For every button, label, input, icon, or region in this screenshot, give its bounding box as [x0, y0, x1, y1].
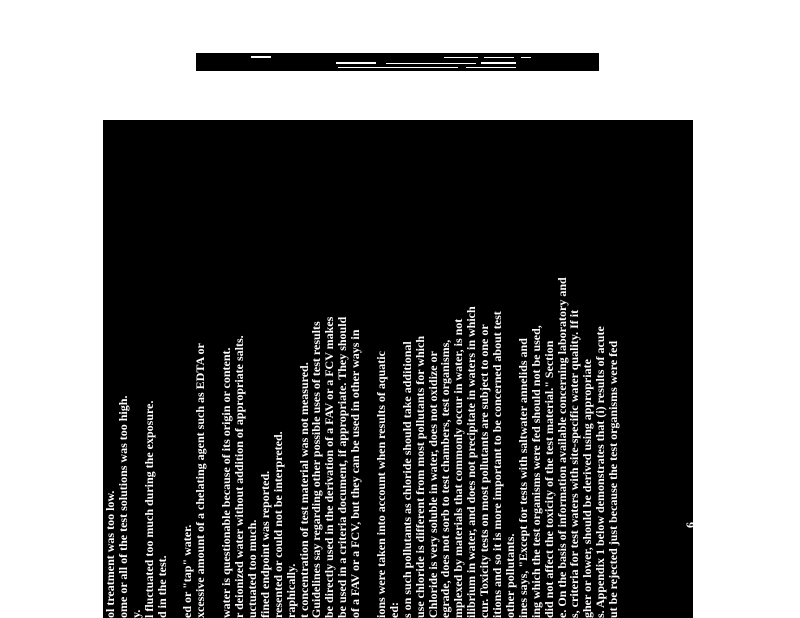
- text-line: uctuated too much.: [244, 519, 259, 618]
- text-line: raphically.: [283, 563, 298, 618]
- text-line: ilibrium in water, and does not precipitate in waters in which: [464, 306, 479, 618]
- text-line: ed or "tap" water.: [180, 524, 195, 618]
- text-line: l fluctuated too much during the exposure.: [141, 400, 156, 618]
- text-line: cur. Toxicity tests on most pollutants are subject to one or: [477, 324, 492, 618]
- page-text: [103, 120, 697, 618]
- text-line: Chloride is very soluble in water, does not oxidize or: [425, 351, 440, 618]
- text-line: e. On the basis of information available concerning laboratory and: [554, 277, 569, 618]
- header-bar-mark: [251, 56, 271, 58]
- header-bar-mark: [336, 62, 376, 64]
- text-line: use chloride is different from most pollutants for which: [412, 336, 427, 618]
- text-line: ing which the test organisms were fed should not be used,: [528, 325, 543, 618]
- text-line: ol treatment was too low.: [103, 490, 117, 618]
- text-line: ines says, "Except for tests with saltwater annelids and: [515, 338, 530, 618]
- text-line: ed:: [386, 602, 401, 618]
- header-bar-mark: [386, 63, 476, 64]
- text-line: d in the test.: [154, 555, 169, 618]
- text-line: did not affect the toxicity of the test material." Section: [541, 340, 556, 618]
- text-line: s on such pollutants as chloride should take additional: [399, 341, 414, 618]
- text-line: s, criteria for test waters with site-specific water quality. If it: [567, 309, 582, 618]
- text-line: y.: [128, 609, 143, 618]
- text-line: itions and so it is more important to be concerned about test: [490, 311, 504, 618]
- page-number: 6: [683, 522, 697, 528]
- text-line: resented or could not be interpreted.: [270, 431, 285, 618]
- text-line: xcessive amount of a chelating agent such as EDTA or: [193, 343, 208, 618]
- text-line: egrade, does not sorb to test chambers, test organisms,: [438, 339, 453, 618]
- header-bar-mark: [444, 57, 478, 58]
- text-line: of a FAV or a FCV, but they can be used in other ways in: [348, 329, 363, 618]
- text-line: t concentration of test material was not measured.: [296, 362, 311, 618]
- header-bar-mark: [481, 62, 516, 64]
- text-line: ome or all of the test solutions was too high.: [115, 395, 130, 618]
- text-line: be directly used in the derivation of a FAV or a FCV makes: [322, 316, 337, 618]
- header-bar: [196, 53, 599, 71]
- header-bar-mark: [521, 57, 531, 58]
- header-bar-mark: [484, 57, 514, 58]
- header-bar-mark: [466, 67, 516, 68]
- text-line: s. Appendix 1 below demonstrates that (i) results of acute: [593, 326, 608, 618]
- text-line: ut be rejected just because the test organisms were fed: [606, 340, 621, 618]
- text-line: be used in a criteria document, if appropriate. They should: [335, 316, 350, 618]
- text-line: fined endpoint was reported.: [257, 470, 272, 618]
- text-line: Guidelines say regarding other possible uses of test results: [309, 321, 324, 618]
- text-line: water is questionable because of its origin or content.: [219, 347, 234, 618]
- text-line: mplexed by materials that commonly occur in water, is not: [451, 318, 466, 618]
- text-line: ions were taken into account when results of aquatic: [373, 351, 388, 618]
- text-line: r deionized water without addition of appropriate salts.: [232, 335, 246, 618]
- header-bar-mark: [338, 67, 458, 68]
- rotated-scanned-page: [103, 120, 697, 618]
- text-line: gher or lower, should be derived using appropriate: [580, 359, 595, 618]
- text-line: other pollutants.: [502, 533, 517, 618]
